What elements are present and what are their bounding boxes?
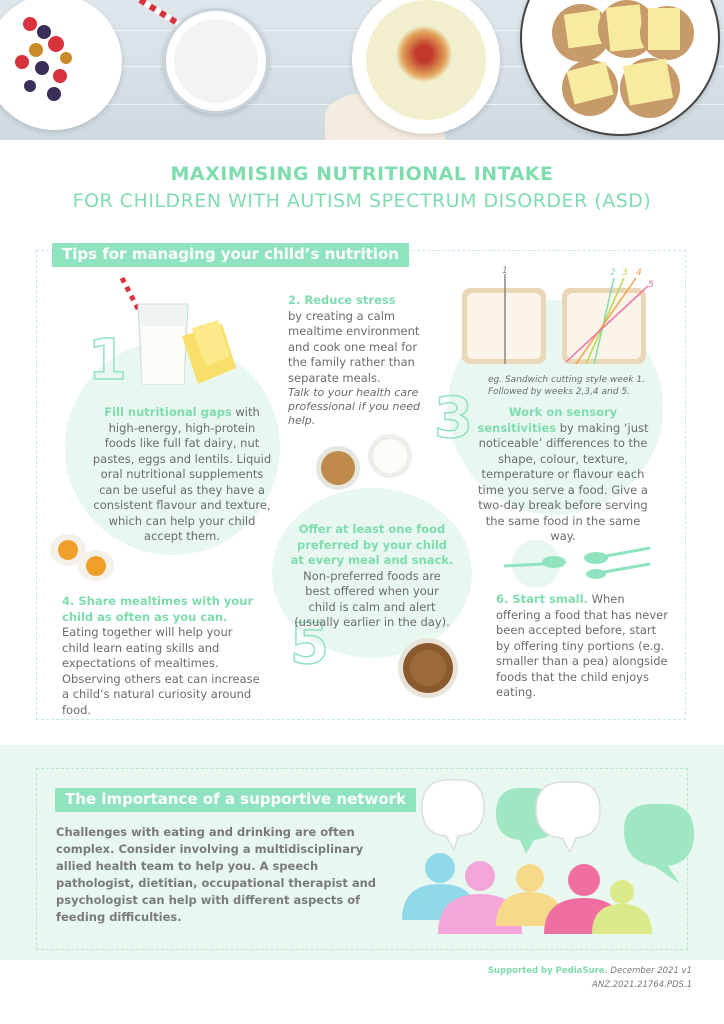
sandwich-cut-diagram	[458, 266, 668, 366]
cheese-crackers-plate	[520, 0, 720, 136]
tip1-text	[92, 405, 272, 545]
tip2-text	[288, 293, 438, 428]
footer-date: December 2021 v1	[607, 966, 692, 976]
tip4-lead: 4. Share mealtimes with your child as often as you can.	[62, 594, 254, 624]
tip4-body: Eating together will help your child learn eating skills and expectations of mealtimes. Observing others eat can increase a child’s natural curiosity around food.	[62, 625, 260, 717]
boiled-eggs-icon	[48, 528, 118, 588]
cut-label-5: 5	[648, 280, 654, 290]
network-banner: The importance of a supportive network	[55, 788, 416, 812]
tips-banner: Tips for managing your child’s nutrition	[52, 243, 409, 267]
tip3-caption: eg. Sandwich cutting style week 1. Followed by weeks 2,3,4 and 5.	[488, 375, 646, 397]
tip1-lead: Fill nutritional gaps	[104, 405, 232, 419]
title-line-2: FOR CHILDREN WITH AUTISM SPECTRUM DISORDER (ASD)	[72, 190, 652, 212]
hero-food-photo	[0, 0, 724, 140]
peanut-butter-yoghurt-icon	[310, 432, 420, 492]
tip6-text	[496, 592, 672, 701]
footer-supported: Supported by PediaSure.	[487, 966, 608, 976]
tip6-body: When offering a food that has never been accepted before, start by offering tiny portions (e.g. smaller than a pea) alongside foods that the child enjoys eating.	[496, 592, 668, 699]
tip5-number: 5	[290, 612, 329, 677]
footer-code: ANZ.2021.21764.PDS.1	[592, 980, 692, 990]
yoghurt-berries-bowl	[0, 0, 122, 130]
cut-label-3: 3	[622, 268, 628, 278]
cut-label-4: 4	[636, 268, 642, 278]
tip1-body: with high-energy, high-protein foods like full fat dairy, nut pastes, eggs and lentils. Liquid oral nutritional supplements can be useful as they have a consistent flavour and texture, which can help your child accept them.	[92, 405, 272, 543]
tip6-lead: 6. Start small.	[496, 592, 588, 606]
tip5-lead: Offer at least one food preferred by your child at every meal and snack.	[290, 522, 454, 567]
tip2-body: by creating a calm mealtime environment and cook one meal for the family rather than separate meals.	[288, 308, 420, 385]
spoons-icon	[500, 540, 660, 580]
network-text: Challenges with eating and drinking are often complex. Consider involving a multidisciplinary allied health team to help you. A speech pathologist, dietitian, occupational therapist and psychologist can help with different aspects of feeding difficulties.	[56, 825, 377, 924]
tip5-text	[290, 522, 454, 631]
lentils-bowl-icon	[396, 636, 460, 700]
tip3-body: by making ‘just noticeable’ differences to the shape, colour, texture, temperature or flavour each time you serve a food. Give a two-day break before serving the same food in the same way.	[478, 420, 649, 543]
cut-label-2: 2	[610, 268, 616, 278]
people-speech-bubbles-illustration	[398, 774, 708, 944]
tip3-text	[474, 405, 652, 545]
cut-label-1: 1	[502, 266, 508, 276]
tip5-body: Non-preferred foods are best offered when your child is calm and alert (usually earlier in the day).	[294, 568, 450, 629]
milk-glass-cheese-icon	[118, 276, 238, 386]
flour-bowl	[163, 8, 269, 114]
tip2-lead: 2. Reduce stress	[288, 293, 396, 307]
tip3-lead: Work on sensory sensitivities	[477, 405, 618, 435]
tip1-number: 1	[88, 328, 127, 393]
title-line-1: MAXIMISING NUTRITIONAL INTAKE	[170, 163, 554, 185]
footer-line-1	[488, 966, 692, 976]
tip2-note: Talk to your health care professional if you need help.	[288, 386, 421, 427]
tip3-number: 3	[434, 386, 473, 451]
tip4-text	[62, 594, 262, 718]
